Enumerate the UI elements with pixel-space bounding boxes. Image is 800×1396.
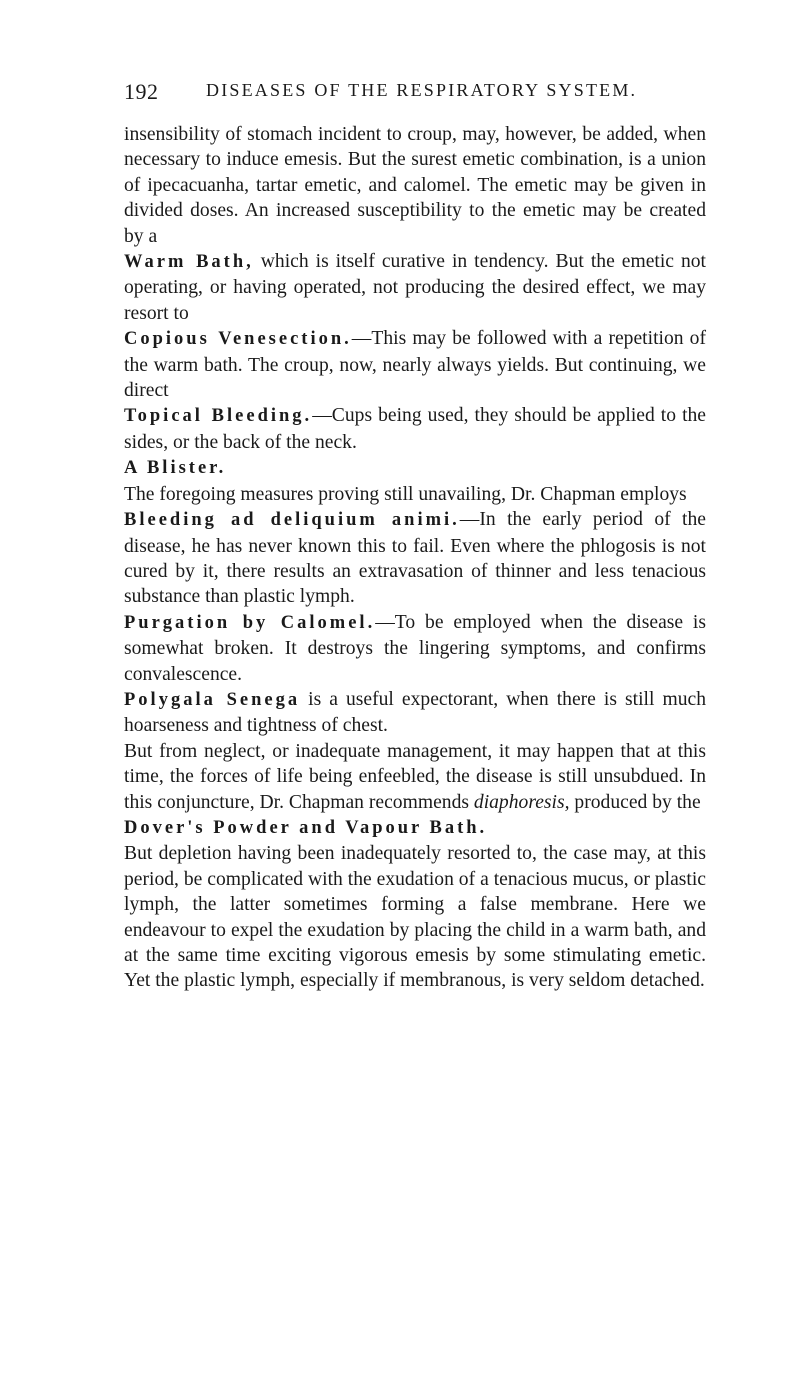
paragraph-text: produced by the xyxy=(569,791,701,813)
paragraph xyxy=(124,455,706,481)
section-heading: Purgation by Calomel. xyxy=(124,612,376,633)
running-head: DISEASES OF THE RESPIRATORY SYSTEM. xyxy=(206,80,638,100)
paragraph-text: is a useful expectorant, when there is still much hoarseness and tightness of chest. xyxy=(124,688,706,737)
section-heading: Dover's Powder and Vapour Bath. xyxy=(124,817,488,838)
paragraph xyxy=(124,403,706,455)
paragraph xyxy=(124,841,706,993)
book-page xyxy=(124,76,706,994)
paragraph xyxy=(124,739,706,815)
paragraph-text: —This may be followed with a repetition of the warm bath. The croup, now, nearly always yields. But continuing, we direct xyxy=(124,328,707,402)
paragraph-text: insensibility of stomach incident to croup, may, however, be added, when necessary to induce emesis. But the surest emetic combination, is a union of ipecacuanha, tartar emetic, and calomel. The emetic may be given in divided doses. An increased susceptibility to the emetic may be created by a xyxy=(124,124,706,247)
paragraph xyxy=(124,687,706,739)
section-heading: Copious Venesection. xyxy=(124,329,352,350)
section-heading: A Blister. xyxy=(124,458,227,479)
page-header xyxy=(124,76,706,122)
section-heading: Topical Bleeding. xyxy=(124,406,313,427)
paragraph xyxy=(124,122,706,249)
page-number: 192 xyxy=(124,79,159,104)
paragraph xyxy=(124,507,706,610)
paragraph-text: which is itself curative in tendency. But the emetic not operating, or having operated, not producing the desired effect, we may resort to xyxy=(124,251,707,324)
italic-term: diaphoresis, xyxy=(473,791,570,813)
paragraph-text: —Cups being used, they should be applied to the sides, or the back of the neck. xyxy=(124,405,707,453)
paragraph xyxy=(124,326,706,403)
section-heading: Warm Bath, xyxy=(124,252,254,273)
body-text xyxy=(124,122,706,994)
paragraph-text: The foregoing measures proving still unavailing, Dr. Chapman employs xyxy=(124,483,687,505)
paragraph xyxy=(124,815,706,841)
section-heading: Polygala Senega xyxy=(124,689,301,710)
paragraph-text: —In the early period of the disease, he has never known this to fail. Even where the phlogosis is not cured by it, there results an extravasation of thinner and less tenacious substance than plastic lymph. xyxy=(124,509,706,608)
paragraph-text: But depletion having been inadequately resorted to, the case may, at this period, be complicated with the exudation of a tenacious mucus, or plastic lymph, the latter sometimes forming a false membrane. Here we endeavour to expel the exudation by placing the child in a warm bath, and at the same time exciting vigorous emesis by some stimulating emetic. Yet the plastic lymph, especially if membranous, is very seldom detached. xyxy=(124,843,706,992)
section-heading: Bleeding ad deliquium animi. xyxy=(124,510,460,531)
paragraph xyxy=(124,610,706,687)
paragraph-text: But from neglect, or inadequate management, it may happen that at this time, the forces of life being enfeebled, the disease is still unsubdued. In this conjuncture, Dr. Chapman recommends xyxy=(124,740,706,813)
paragraph xyxy=(124,249,706,326)
paragraph xyxy=(124,482,706,507)
paragraph-text: —To be employed when the disease is somewhat broken. It destroys the lingering symptoms, and confirms convalescence. xyxy=(124,611,706,685)
